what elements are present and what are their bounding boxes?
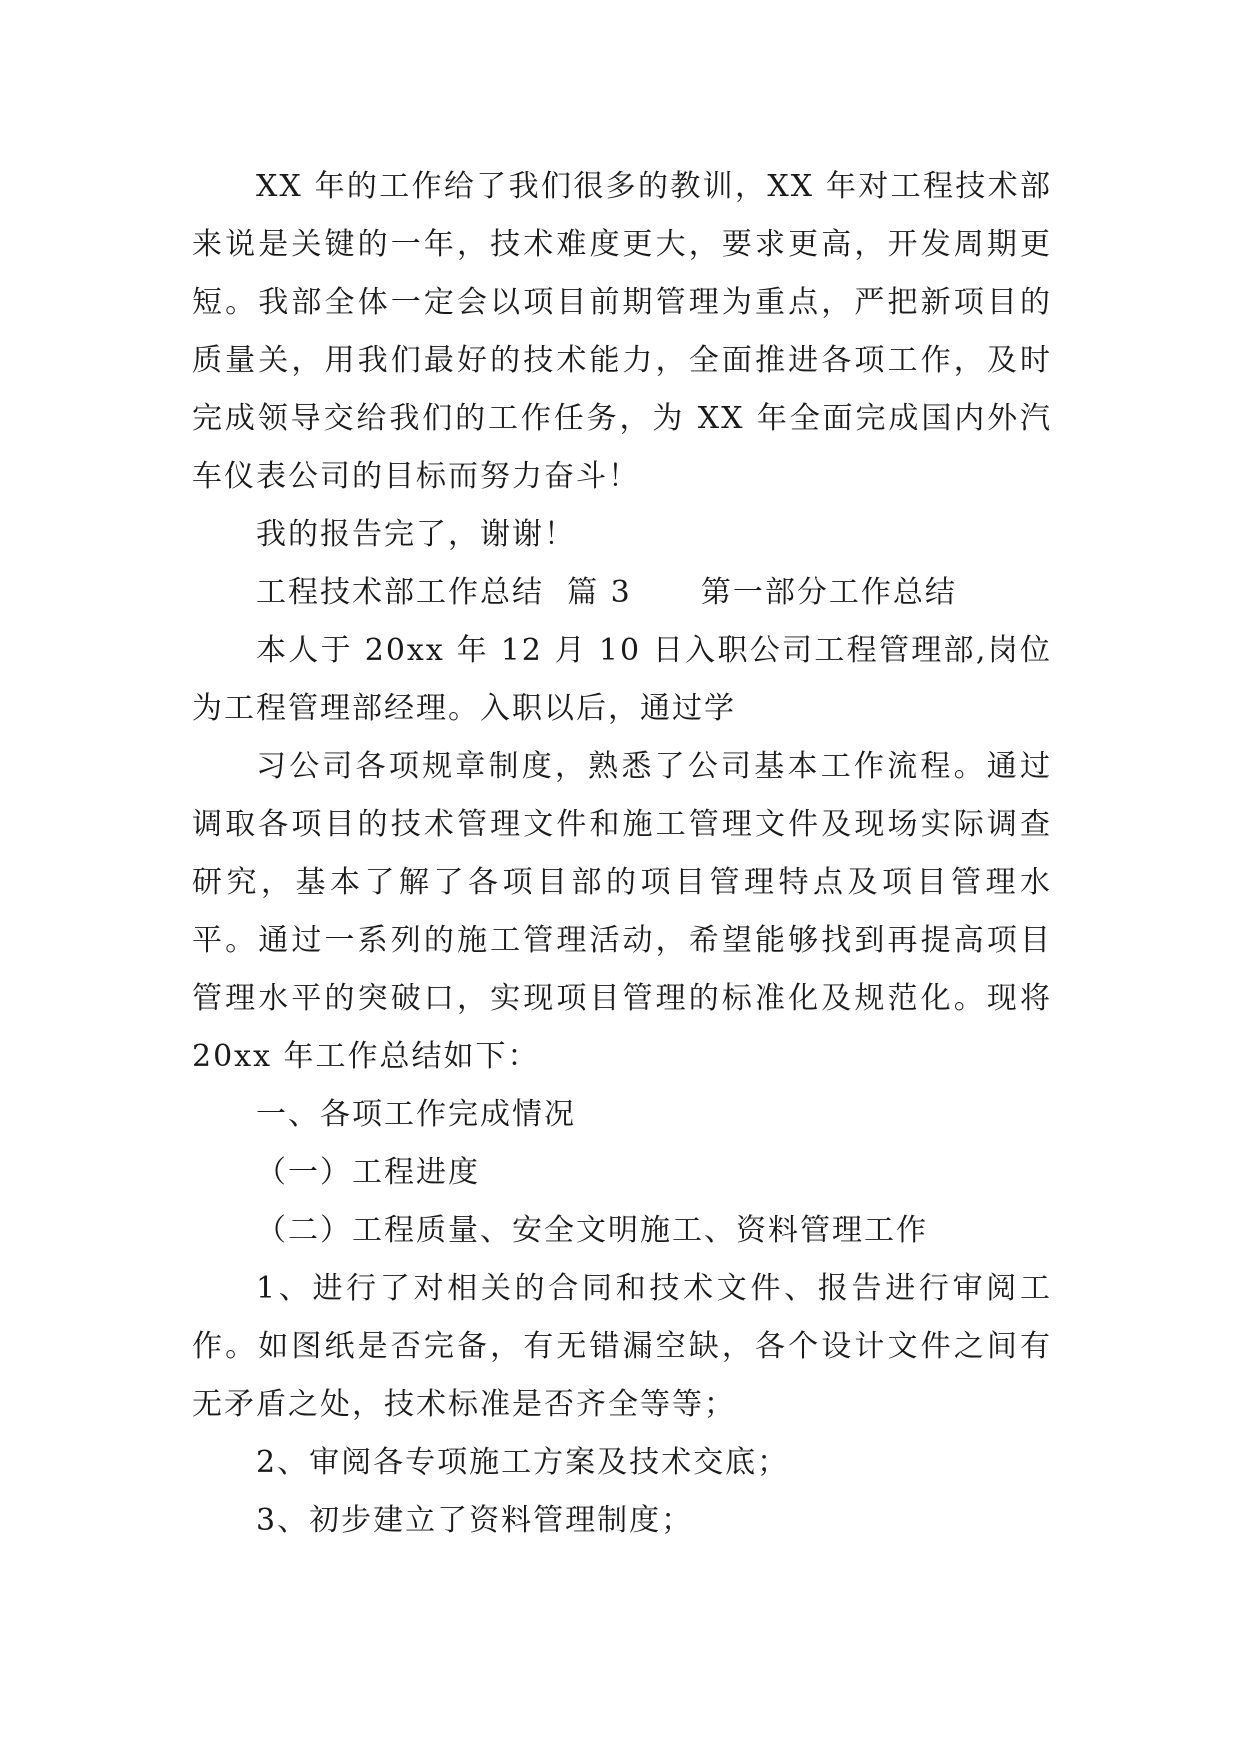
list-item-1: 1、进行了对相关的合同和技术文件、报告进行审阅工作。如图纸是否完备，有无错漏空缺，各个设计文件之间有无矛盾之处，技术标准是否齐全等等； xyxy=(192,1271,1052,1422)
paragraph-report-end: 我的报告完了，谢谢！ xyxy=(256,517,576,552)
heading-work-completion: 一、各项工作完成情况 xyxy=(256,1097,576,1132)
section-heading: 工程技术部工作总结 篇 3 第一部分工作总结 xyxy=(256,575,957,610)
paragraph-summary-conclusion: XX 年的工作给了我们很多的教训，XX 年对工程技术部来说是关键的一年，技术难度更大，要求更高，开发周期更短。我部全体一定会以项目前期管理为重点，严把新项目的质量关，用我们最好的技术能力，全面推进各项工作，及时完成领导交给我们的工作任务，为 XX 年全面完成国内外汽车仪表公司的目标而努力奋斗！ xyxy=(192,169,1052,494)
subheading-progress: （一）工程进度 xyxy=(256,1155,480,1190)
paragraph-intro-continued: 习公司各项规章制度，熟悉了公司基本工作流程。通过调取各项目的技术管理文件和施工管理文件及现场实际调查研究，基本了解了各项目部的项目管理特点及项目管理水平。通过一系列的施工管理活动，希望能够找到再提高项目管理水平的突破口，实现项目管理的标准化及规范化。现将 20xx 年工作总结如下： xyxy=(192,749,1052,1074)
paragraph-intro: 本人于 20xx 年 12 月 10 日入职公司工程管理部,岗位为工程管理部经理。入职以后，通过学 xyxy=(192,633,1052,726)
list-item-3: 3、初步建立了资料管理制度； xyxy=(256,1503,694,1538)
list-item-2: 2、审阅各专项施工方案及技术交底； xyxy=(256,1445,790,1480)
document-body xyxy=(192,158,1052,1550)
subheading-quality-safety: （二）工程质量、安全文明施工、资料管理工作 xyxy=(256,1213,928,1248)
